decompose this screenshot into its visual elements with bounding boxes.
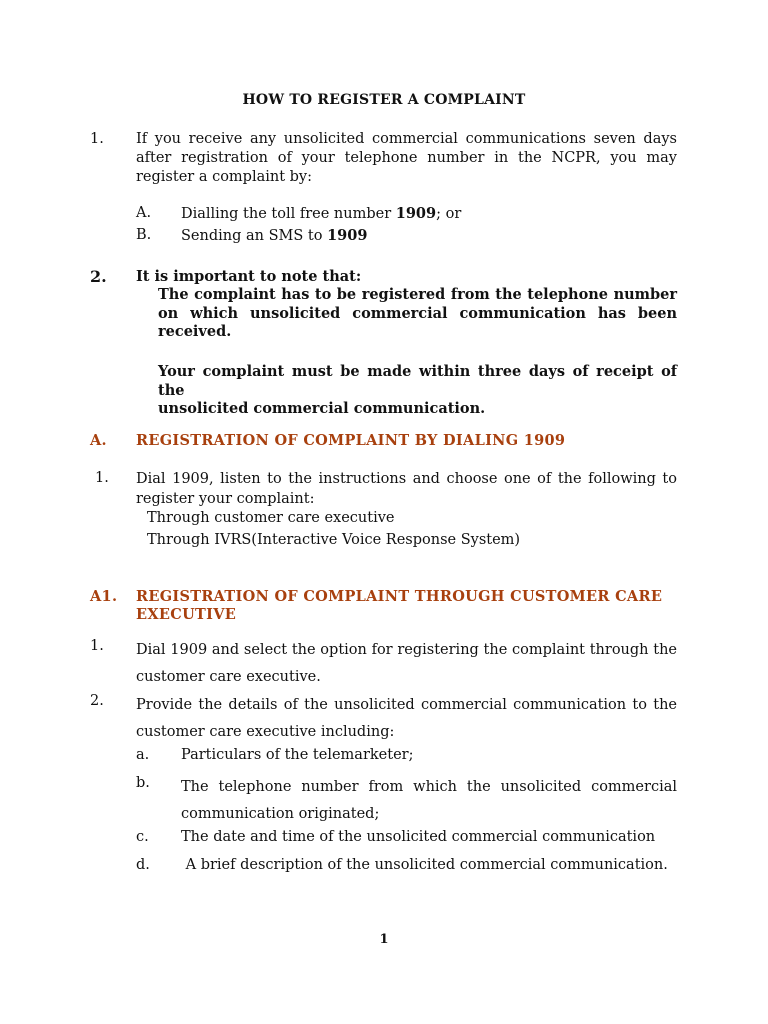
a1-item2-paragraph	[136, 692, 677, 746]
section-a1-heading-line1: REGISTRATION OF COMPLAINT THROUGH CUSTOMER CARE	[136, 588, 663, 605]
section1-line: after registration of your telephone number in the NCPR, you may	[136, 150, 677, 166]
note-line: on which unsolicited commercial communication has been	[158, 304, 677, 322]
section-a-item-paragraph	[136, 469, 677, 509]
a1-item1-paragraph	[136, 637, 677, 691]
option-a-text	[181, 205, 461, 222]
option-a-marker: A.	[136, 205, 152, 221]
a1-item2-number: 2.	[90, 693, 104, 709]
choice-customer-care: Through customer care executive	[147, 510, 395, 526]
sms-number: 1909	[327, 227, 368, 244]
toll-free-number: 1909	[395, 205, 437, 222]
a1-item2-line: Provide the details of the unsolicited commercial communication to the	[136, 697, 677, 713]
section-a1-heading-line2: EXECUTIVE	[136, 606, 237, 623]
option-b-text	[181, 227, 367, 244]
a1-item1-line: Dial 1909 and select the option for registering the complaint through the	[136, 642, 677, 658]
choice-ivrs: Through IVRS(Interactive Voice Response System)	[147, 532, 521, 548]
option-b-marker: B.	[136, 227, 152, 243]
subitem-d-marker: d.	[136, 857, 150, 873]
section2-number: 2.	[90, 267, 107, 286]
subitem-c-text: The date and time of the unsolicited commercial communication	[181, 829, 656, 845]
section-a1-marker: A1.	[90, 588, 118, 605]
subitem-a-text: Particulars of the telemarketer;	[181, 747, 414, 763]
subitem-d-text: A brief description of the unsolicited commercial communication.	[181, 857, 668, 873]
document-title: HOW TO REGISTER A COMPLAINT	[242, 92, 526, 108]
option-a-label: Dialling the toll free number	[181, 206, 396, 222]
section-a-item-number: 1.	[95, 470, 109, 486]
section-a-marker: A.	[90, 432, 107, 449]
note-line: Your complaint must be made within three days of receipt of the	[158, 363, 677, 399]
note-line: received.	[158, 323, 232, 340]
section1-paragraph	[136, 130, 677, 187]
note-line: The complaint has to be registered from the telephone number	[158, 286, 677, 303]
note-registered-from-number	[158, 286, 677, 342]
page-number: 1	[379, 932, 389, 947]
subitem-c-marker: c.	[136, 829, 149, 845]
option-a-suffix: ; or	[436, 206, 462, 222]
subitem-b-paragraph	[181, 774, 677, 828]
a1-item2-line: customer care executive including:	[136, 724, 395, 740]
section1-line: If you receive any unsolicited commercial communications seven days	[136, 131, 677, 147]
option-b-label: Sending an SMS to	[181, 228, 328, 244]
section-a-line: register your complaint:	[136, 491, 315, 507]
section-a-line: Dial 1909, listen to the instructions and choose one of the following to	[136, 471, 677, 487]
section1-number: 1.	[90, 131, 104, 147]
subitem-b-marker: b.	[136, 775, 150, 791]
a1-item1-number: 1.	[90, 638, 104, 654]
note-three-days	[158, 363, 677, 419]
subitem-b-line: communication originated;	[181, 806, 380, 822]
section2-heading: It is important to note that:	[136, 268, 362, 285]
section-a-heading: REGISTRATION OF COMPLAINT BY DIALING 1909	[136, 432, 566, 449]
note-line: unsolicited commercial communication.	[158, 400, 486, 417]
a1-item1-line: customer care executive.	[136, 669, 321, 685]
section1-line: register a complaint by:	[136, 169, 313, 185]
subitem-a-marker: a.	[136, 747, 150, 763]
subitem-b-line: The telephone number from which the unsolicited commercial	[181, 779, 677, 795]
